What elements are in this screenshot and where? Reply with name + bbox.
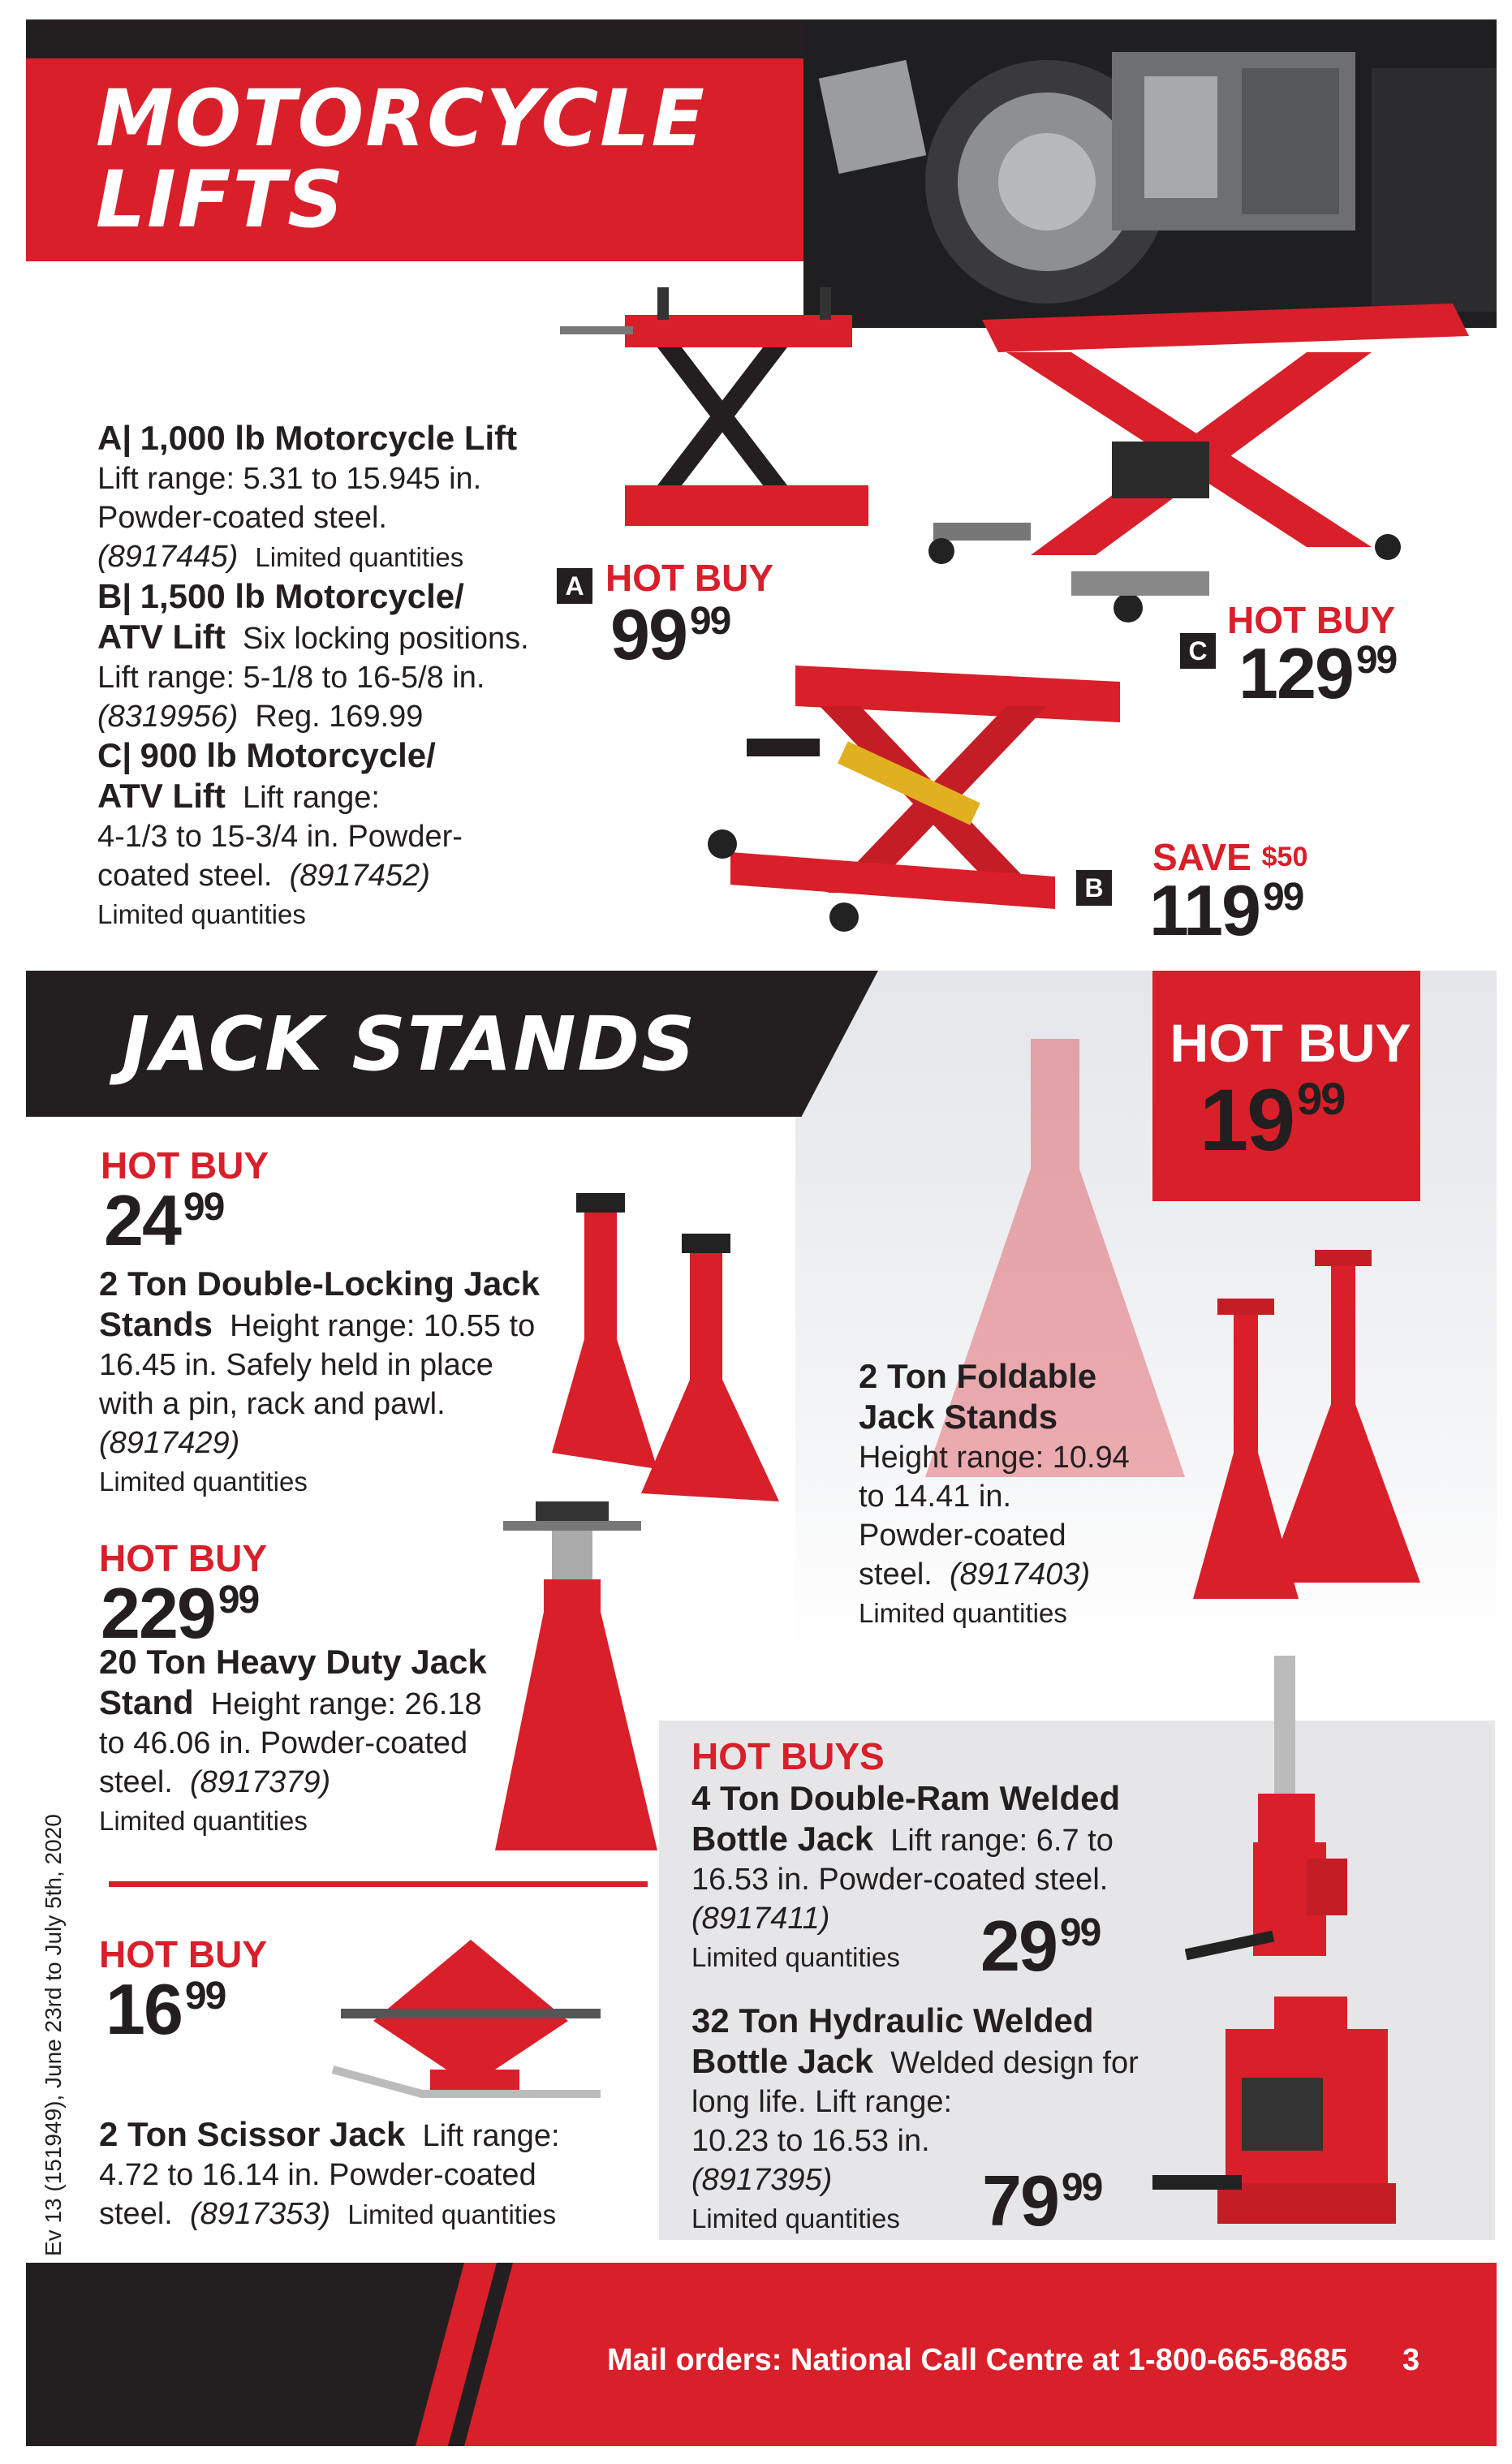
foldable-line3: Powder-coated bbox=[859, 1518, 1066, 1553]
scissor-price: $16^{99}$ bbox=[106, 1969, 226, 2049]
double-line1: 16.45 in. Safely held in place bbox=[99, 1348, 493, 1382]
moto-title-line2: LIFTS bbox=[96, 154, 346, 245]
lift-a-image bbox=[552, 282, 877, 542]
moto-title-line1: MOTORCYCLE bbox=[96, 73, 706, 164]
bottle4-copy bbox=[691, 1779, 1178, 1977]
bottle32-sku: (8917395) bbox=[691, 2163, 833, 2197]
lift-b-sku-row: (8319956) Reg. 169.99 bbox=[97, 700, 424, 734]
bottle32-image bbox=[1152, 1988, 1420, 2232]
lift-a-line1: Lift range: 5.31 to 15.945 in. bbox=[97, 462, 482, 496]
lift-c-limited: Limited quantities bbox=[97, 899, 306, 929]
double-sku: (8917429) bbox=[99, 1426, 240, 1460]
bottle32-name1: 32 Ton Hydraulic Welded bbox=[691, 2001, 1094, 2040]
lift-c-title2: ATV Lift Lift range: bbox=[97, 777, 380, 815]
price-b-badge: B bbox=[1076, 870, 1112, 906]
lift-a-sku-row: (8917445) Limited quantities bbox=[97, 540, 464, 574]
heavy-line1: to 46.06 in. Powder-coated bbox=[99, 1726, 468, 1760]
double-limited: Limited quantities bbox=[99, 1467, 308, 1497]
double-line2: with a pin, rack and pawl. bbox=[99, 1387, 446, 1421]
heavy-price: $229^{99}$ bbox=[101, 1573, 259, 1653]
bottle32-limited: Limited quantities bbox=[691, 2203, 900, 2234]
heavy-name1: 20 Ton Heavy Duty Jack bbox=[99, 1643, 487, 1681]
price-a-badge: A bbox=[557, 568, 592, 604]
heavy-limited: Limited quantities bbox=[99, 1806, 308, 1836]
side-date: Ev 13 (151949), June 23rd to July 5th, 2020 bbox=[41, 1814, 66, 2256]
foldable-copy bbox=[859, 1357, 1200, 1633]
feature-price-label: HOT BUY bbox=[1170, 1013, 1411, 1073]
foldable-line1: Height range: 10.94 bbox=[859, 1441, 1130, 1475]
price-b-label: SAVE $^{\$50}$ bbox=[1152, 836, 1308, 878]
foldable-name2: Jack Stands bbox=[859, 1398, 1058, 1436]
bottle4-sku: (8917411) bbox=[691, 1902, 830, 1936]
scissor-title: 2 Ton Scissor Jack Lift range: bbox=[99, 2115, 560, 2153]
double-price: $24^{99}$ bbox=[104, 1180, 224, 1260]
lift-a-title: A| 1,000 lb Motorcycle Lift bbox=[97, 419, 518, 457]
price-a-label: HOT BUY bbox=[605, 557, 773, 599]
bottle4-image bbox=[1185, 1648, 1380, 1972]
moto-product-list bbox=[97, 419, 601, 934]
scissor-copy bbox=[99, 2115, 635, 2234]
footer-stripes bbox=[26, 2263, 545, 2446]
scissor-line1: 4.72 to 16.14 in. Powder-coated bbox=[99, 2158, 536, 2192]
page-number: 3 bbox=[1402, 2343, 1420, 2377]
foldable-limited: Limited quantities bbox=[859, 1598, 1067, 1628]
heavy-copy bbox=[99, 1643, 554, 1841]
double-title2: Stands Height range: 10.55 to bbox=[99, 1305, 536, 1343]
foldable-sku-row: steel. (8917403) bbox=[859, 1557, 1091, 1592]
jack-title: JACK STANDS bbox=[122, 1001, 697, 1088]
lift-c-title: C| 900 lb Motorcycle/ bbox=[97, 736, 436, 774]
heavy-sku-row: steel. (8917379) bbox=[99, 1765, 331, 1799]
lift-b-image bbox=[698, 649, 1136, 941]
foldable-line2: to 14.41 in. bbox=[859, 1480, 1012, 1514]
price-b-amount: $119^{99}$ bbox=[1149, 870, 1303, 950]
bottle4-name1: 4 Ton Double-Ram Welded bbox=[691, 1779, 1121, 1817]
footer-mail-orders: Mail orders: National Call Centre at 1-800-665-8685 bbox=[607, 2343, 1348, 2377]
lift-a-line2: Powder-coated steel. bbox=[97, 501, 387, 535]
bottle4-price: $29^{99}$ bbox=[980, 1906, 1101, 1986]
feature-price-amount: $19^{99}$ bbox=[1200, 1070, 1345, 1169]
scissor-label: HOT BUY bbox=[99, 1933, 267, 1975]
bottle4-limited: Limited quantities bbox=[691, 1942, 900, 1972]
price-c-label: HOT BUY bbox=[1227, 599, 1395, 641]
lift-b-title2: ATV Lift Six locking positions. bbox=[97, 618, 529, 656]
price-a-amount: $99^{99}$ bbox=[610, 594, 730, 674]
bottle32-title2: Bottle Jack Welded design for bbox=[691, 2042, 1139, 2080]
double-label: HOT BUY bbox=[101, 1144, 269, 1187]
bottle32-line2: 10.23 to 16.53 in. bbox=[691, 2124, 930, 2158]
bottle4-title2: Bottle Jack Lift range: 6.7 to bbox=[691, 1820, 1114, 1858]
lift-b-title: B| 1,500 lb Motorcycle/ bbox=[97, 577, 464, 615]
bottle32-line1: long life. Lift range: bbox=[691, 2085, 953, 2119]
double-name1: 2 Ton Double-Locking Jack bbox=[99, 1264, 540, 1303]
bottle32-price: $79^{99}$ bbox=[982, 2160, 1102, 2241]
motorcycle-lift-photo bbox=[803, 19, 1497, 636]
section-divider bbox=[109, 1881, 648, 1887]
bottle32-copy bbox=[691, 2001, 1178, 2241]
scissor-jack-image bbox=[325, 1907, 617, 2110]
double-stands-image bbox=[552, 1177, 795, 1510]
price-c-amount: $129^{99}$ bbox=[1238, 633, 1397, 713]
bottle4-line1: 16.53 in. Powder-coated steel. bbox=[691, 1863, 1109, 1897]
scissor-sku-row: steel. (8917353) Limited quantities bbox=[99, 2197, 557, 2231]
double-copy bbox=[99, 1264, 586, 1501]
foldable-name1: 2 Ton Foldable bbox=[859, 1357, 1097, 1395]
bottle-header: HOT BUYS bbox=[691, 1735, 885, 1777]
price-c-badge: C bbox=[1180, 633, 1216, 669]
heavy-label: HOT BUY bbox=[99, 1537, 267, 1579]
lift-b-line1: Lift range: 5-1/8 to 16-5/8 in. bbox=[97, 661, 485, 695]
lift-c-line1: 4-1/3 to 15-3/4 in. Powder- bbox=[97, 820, 463, 854]
lift-c-sku-row: coated steel. (8917452) bbox=[97, 859, 430, 893]
heavy-title2: Stand Height range: 26.18 bbox=[99, 1683, 482, 1721]
